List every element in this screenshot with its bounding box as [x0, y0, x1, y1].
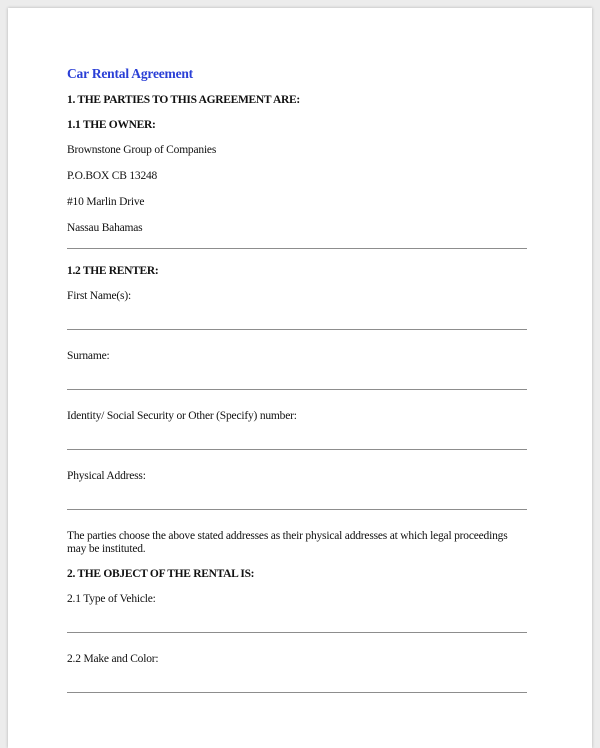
make-color-field[interactable] — [67, 653, 527, 693]
document-title: Car Rental Agreement — [67, 66, 193, 81]
document-body — [67, 66, 527, 713]
parties-note: The parties choose the above stated addresses as their physical addresses at which legal proceedings may be instituted. — [67, 530, 508, 555]
vehicle-type-line[interactable] — [67, 632, 527, 633]
section2-heading: 2. THE OBJECT OF THE RENTAL IS: — [67, 568, 255, 580]
surname-line[interactable] — [67, 389, 527, 390]
identity-field[interactable] — [67, 410, 527, 450]
section1-heading: 1. THE PARTIES TO THIS AGREEMENT ARE: — [67, 94, 300, 106]
identity-label: Identity/ Social Security or Other (Specify) number: — [67, 410, 297, 422]
identity-line[interactable] — [67, 449, 527, 450]
first-name-label: First Name(s): — [67, 290, 131, 302]
document-page — [8, 8, 592, 748]
owner-name: Brownstone Group of Companies — [67, 144, 217, 156]
make-color-label: 2.2 Make and Color: — [67, 653, 159, 665]
physical-address-line[interactable] — [67, 509, 527, 510]
owner-divider — [67, 248, 527, 249]
owner-city: Nassau Bahamas — [67, 222, 143, 234]
vehicle-type-field[interactable] — [67, 593, 527, 633]
owner-po-box: P.O.BOX CB 13248 — [67, 170, 158, 182]
first-name-field[interactable] — [67, 290, 527, 330]
make-color-line[interactable] — [67, 692, 527, 693]
surname-field[interactable] — [67, 350, 527, 390]
owner-heading: 1.1 THE OWNER: — [67, 119, 156, 131]
first-name-line[interactable] — [67, 329, 527, 330]
surname-label: Surname: — [67, 350, 110, 362]
owner-street: #10 Marlin Drive — [67, 196, 145, 208]
physical-address-field[interactable] — [67, 470, 527, 510]
renter-heading: 1.2 THE RENTER: — [67, 265, 159, 277]
vehicle-type-label: 2.1 Type of Vehicle: — [67, 593, 156, 605]
physical-address-label: Physical Address: — [67, 470, 146, 482]
